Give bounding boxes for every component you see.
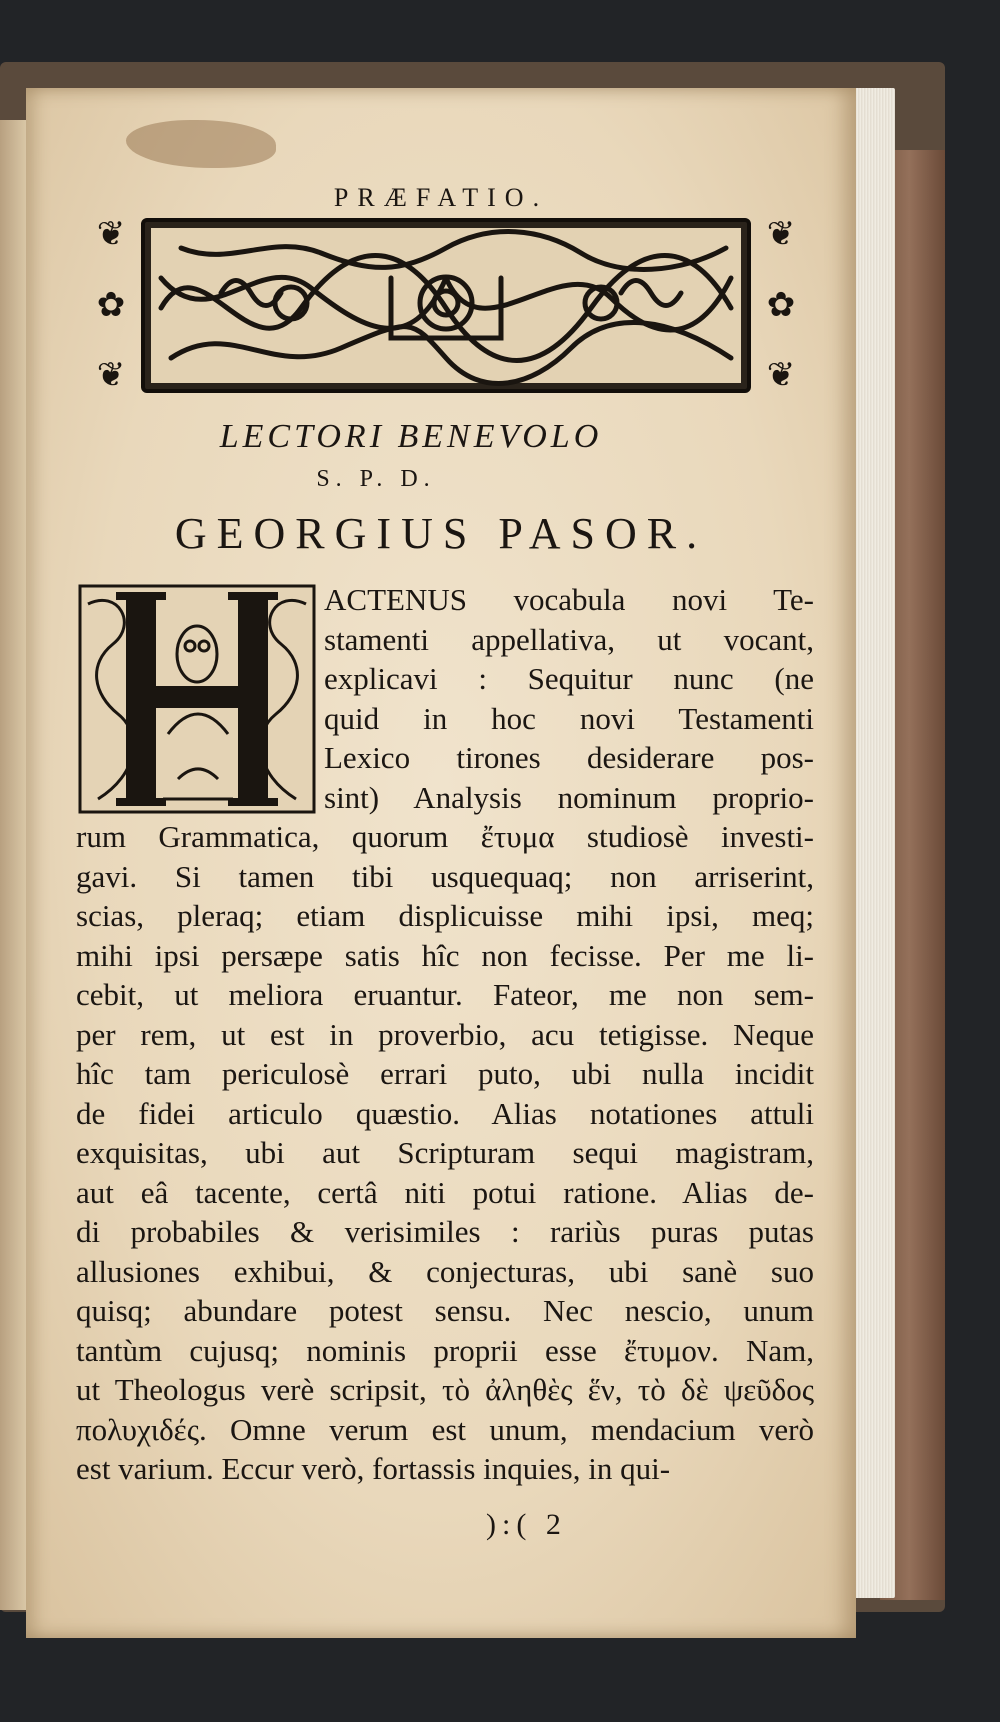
text-line: mihi ipsi persæpe satis hîc non fecisse. Per me li- xyxy=(76,937,814,973)
water-stain xyxy=(126,120,276,168)
text-line: tantùm cujusq; nominis proprii esse ἔτυμον. Nam, xyxy=(76,1332,814,1368)
text-line: exquisitas, ubi aut Scripturam sequi magistram, xyxy=(76,1135,814,1170)
salutation-line: LECTORI BENEVOLO xyxy=(219,418,603,455)
text-line: quid in hoc novi Testamenti xyxy=(324,700,814,736)
text-line: explicavi : Sequitur nunc (ne xyxy=(324,661,814,696)
text-line: est varium. Eccur verò, fortassis inquies, in qui- xyxy=(76,1451,671,1486)
headpiece-ornament xyxy=(86,218,806,393)
fleuron-icon: ❦ ✿ ❦ xyxy=(96,216,126,394)
ornament-band xyxy=(141,218,751,393)
text-line: ACTENUS vocabula novi Te- xyxy=(324,582,814,617)
text-line: gavi. Si tamen tibi usquequaq; non arriserint, xyxy=(76,858,814,894)
page-stack-edge xyxy=(850,88,895,1598)
author-name: GEORGIUS PASOR. xyxy=(174,509,708,558)
text-line: allusiones exhibui, & conjecturas, ubi sanè suo xyxy=(76,1253,814,1289)
text-line: stamenti appellativa, ut vocant, xyxy=(324,621,814,657)
text-line: quisq; abundare potest sensu. Nec nescio, unum xyxy=(76,1293,814,1328)
text-line: de fidei articulo quæstio. Alias notationes attuli xyxy=(76,1095,814,1131)
text-line: Lexico tirones desiderare pos- xyxy=(324,740,814,775)
book-page xyxy=(26,88,856,1638)
text-line: per rem, ut est in proverbio, acu tetigisse. Neque xyxy=(76,1016,814,1052)
text-line: sint) Analysis nominum proprio- xyxy=(324,779,814,815)
text-line: di probabiles & verisimiles : rariùs puras putas xyxy=(76,1214,814,1249)
body-text xyxy=(76,580,814,1489)
salutation-abbreviation: S. P. D. xyxy=(316,466,436,492)
text-line: rum Grammatica, quorum ἔτυμα studiosè investi- xyxy=(76,819,814,854)
text-line: ut Theologus verè scripsit, τὸ ἀληθὲς ἕν, τὸ δὲ ψεῦδος xyxy=(76,1372,814,1407)
text-line: πολυχιδές. Omne verum est unum, mendacium verò xyxy=(76,1411,814,1447)
running-head: PRÆFATIO. xyxy=(333,183,549,212)
fleuron-icon: ❦ ✿ ❦ xyxy=(766,216,796,394)
text-line: aut eâ tacente, certâ niti potui ratione. Alias de- xyxy=(76,1174,814,1210)
text-line: cebit, ut meliora eruantur. Fateor, me non sem- xyxy=(76,977,814,1012)
facing-page-edge xyxy=(0,120,26,1610)
signature-mark: ):( 2 xyxy=(486,1508,567,1541)
text-line: scias, pleraq; etiam displicuisse mihi ipsi, meq; xyxy=(76,898,814,933)
text-line: hîc tam periculosè errari puto, ubi nulla incidit xyxy=(76,1056,814,1091)
